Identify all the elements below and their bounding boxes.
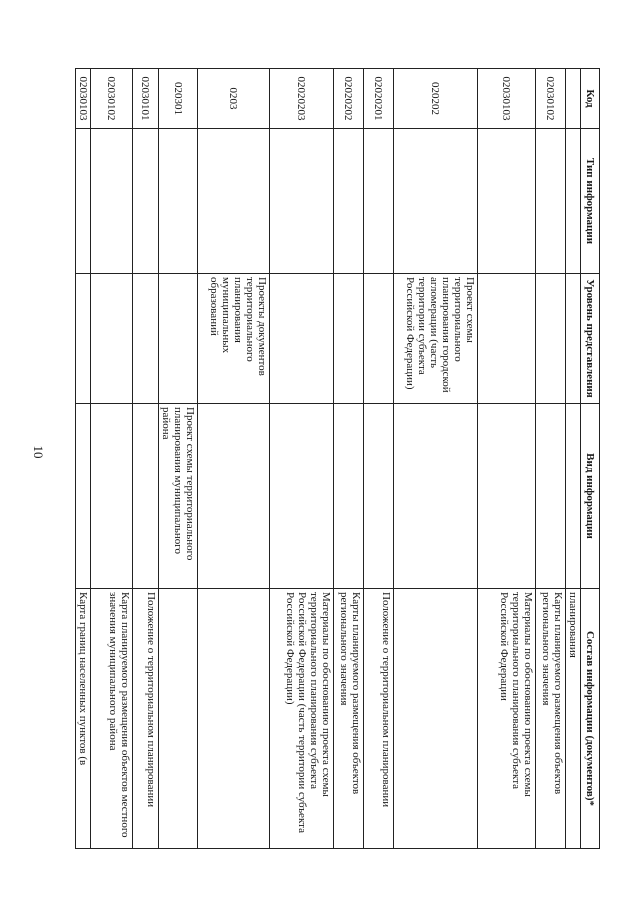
cell-composition (198, 589, 270, 849)
header-type: Тип информации (581, 129, 600, 274)
table-row (76, 69, 91, 849)
cell-level: Проекты документов территориального планирования муниципальных образований (198, 274, 270, 404)
cell-type (76, 129, 91, 274)
cell-kind (394, 404, 478, 589)
cell-type (536, 129, 566, 274)
table-row (566, 69, 581, 849)
table-row (334, 69, 364, 849)
table-header-row (581, 69, 600, 849)
cell-code: 0203 (198, 69, 270, 129)
cell-composition (159, 589, 198, 849)
rotated-page (77, 68, 600, 848)
header-code: Код (581, 69, 600, 129)
cell-level (566, 274, 581, 404)
cell-code: 020202 (394, 69, 478, 129)
cell-level (478, 274, 536, 404)
cell-level (270, 274, 334, 404)
header-level: Уровень представления (581, 274, 600, 404)
cell-code: 02030103 (76, 69, 91, 129)
cell-type (198, 129, 270, 274)
table-row (198, 69, 270, 849)
cell-type (270, 129, 334, 274)
cell-level (91, 274, 133, 404)
table-row (270, 69, 334, 849)
cell-type (334, 129, 364, 274)
cell-composition: планирования (566, 589, 581, 849)
table-row (91, 69, 133, 849)
table-row (394, 69, 478, 849)
cell-kind (478, 404, 536, 589)
cell-kind (536, 404, 566, 589)
cell-level (159, 274, 198, 404)
cell-composition: Карты планируемого размещения объектов регионального значения (536, 589, 566, 849)
cell-code: 02030102 (536, 69, 566, 129)
cell-composition: Положение о территориальном планировании (364, 589, 394, 849)
cell-code: 02020202 (334, 69, 364, 129)
cell-composition: Карты планируемого размещения объектов регионального значения (334, 589, 364, 849)
cell-composition: Материалы по обоснованию проекта схемы территориального планирования субъекта Российской Федерации (часть территории субъекта Российской Федерации) (270, 589, 334, 849)
cell-kind (334, 404, 364, 589)
header-kind: Вид информации (581, 404, 600, 589)
cell-level (536, 274, 566, 404)
cell-type (364, 129, 394, 274)
cell-type (91, 129, 133, 274)
cell-type (133, 129, 159, 274)
cell-code (566, 69, 581, 129)
header-composition: Состав информации (документов)* (581, 589, 600, 849)
table-row (364, 69, 394, 849)
cell-code: 02030103 (478, 69, 536, 129)
cell-kind (270, 404, 334, 589)
cell-kind (198, 404, 270, 589)
cell-level (133, 274, 159, 404)
table-row (159, 69, 198, 849)
table-row (133, 69, 159, 849)
cell-composition: Материалы по обоснованию проекта схемы территориального планирования субъекта Российской Федерации (478, 589, 536, 849)
cell-type (394, 129, 478, 274)
cell-kind: Проект схемы территориального планирования муниципального района (159, 404, 198, 589)
cell-type (159, 129, 198, 274)
cell-level: Проект схемы территориального планирования городской агломерации (часть территории субъекта Российской Федерации) (394, 274, 478, 404)
cell-composition (394, 589, 478, 849)
cell-kind (133, 404, 159, 589)
cell-type (478, 129, 536, 274)
cell-code: 02030102 (91, 69, 133, 129)
cell-level (76, 274, 91, 404)
cell-kind (566, 404, 581, 589)
information-table (75, 68, 600, 849)
cell-composition: Карта границ населенных пунктов (в (76, 589, 91, 849)
cell-kind (76, 404, 91, 589)
table-row (478, 69, 536, 849)
cell-composition: Положение о территориальном планировании (133, 589, 159, 849)
cell-composition: Карта планируемого размещения объектов местного значения муниципального района (91, 589, 133, 849)
cell-kind (91, 404, 133, 589)
cell-type (566, 129, 581, 274)
table-row (536, 69, 566, 849)
cell-code: 02020201 (364, 69, 394, 129)
cell-level (364, 274, 394, 404)
cell-level (334, 274, 364, 404)
page-number: 10 (31, 445, 46, 459)
cell-code: 02030101 (133, 69, 159, 129)
cell-code: 02020203 (270, 69, 334, 129)
cell-code: 020301 (159, 69, 198, 129)
cell-kind (364, 404, 394, 589)
